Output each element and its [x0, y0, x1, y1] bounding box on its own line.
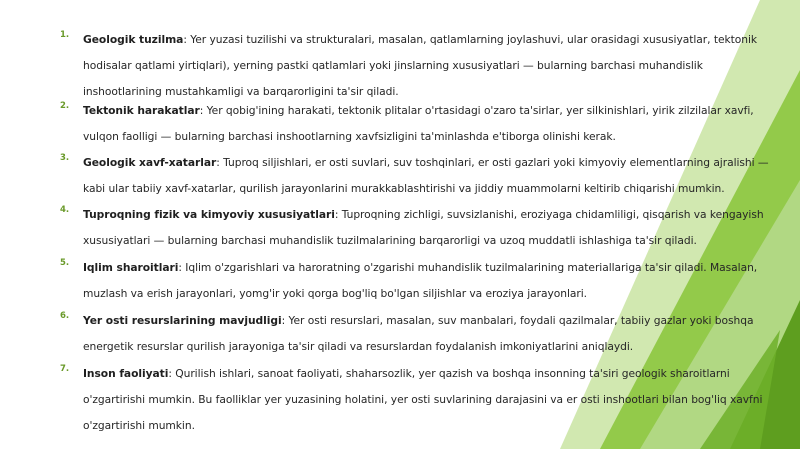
item-text: : Tuproqning zichligi, suvsizlanishi, eroziyaga chidamliligi, qisqarish va kengayish xususiyatlari — bularning barchasi muhandislik tuzilmalarining barqarorligi va uzoq muddatli ishlashiga ta'sir qiladi. — [83, 208, 764, 247]
item-paragraph — [83, 27, 783, 105]
item-number: 3. — [60, 153, 70, 163]
item-number: 2. — [60, 101, 70, 111]
item-title: Iqlim sharoitlari — [83, 261, 179, 274]
item-text: : Yer osti resurslari, masalan, suv manbalari, foydali qazilmalar, tabiiy gazlar yoki boshqa energetik resurslar qurilish jarayoniga ta'sir qiladi va resurslardan foydalanish imkoniyatlarini aniqlaydi. — [83, 314, 754, 353]
item-title: Tuproqning fizik va kimyoviy xususiyatlari — [83, 208, 335, 221]
item-number: 6. — [60, 311, 70, 321]
item-paragraph — [83, 202, 783, 254]
item-number: 7. — [60, 364, 70, 374]
item-text: : Yer qobig'ining harakati, tektonik plitalar o'rtasidagi o'zaro ta'sirlar, yer silkinishlari, yirik zilzilalar xavfi, vulqon faolligi — bularning barchasi inshootlarning xavfsizligini ta'minlashda e'tiborga olinishi kerak. — [83, 104, 754, 143]
item-text: : Iqlim o'zgarishlari va haroratning o'zgarishi muhandislik tuzilmalarining materiallariga ta'sir qiladi. Masalan, muzlash va erish jarayonlari, yomg'ir yoki qorga bog'liq bo'lgan siljishlar va eroziya jarayonlari. — [83, 261, 758, 300]
item-text: : Tuproq siljishlari, er osti suvlari, suv toshqinlari, er osti gazlari yoki kimyoviy elementlarning ajralishi — kabi ular tabiiy xavf-xatarlar, qurilish jarayonlarini murakkablashtirishi va jiddiy muammolarni keltirib chiqarishi mumkin. — [83, 156, 769, 195]
item-number: 4. — [60, 205, 70, 215]
item-number: 5. — [60, 258, 70, 268]
item-text: : Qurilish ishlari, sanoat faoliyati, shaharsozlik, yer qazish va boshqa insonning ta'siri geologik sharoitlarni o'zgartirishi mumkin. Bu faolliklar yer yuzasining holatini, yer osti suvlarining darajasini va er osti inshootlari bilan bog'liq xavfni o'zgartirishi mumkin. — [83, 367, 763, 432]
item-title: Tektonik harakatlar — [83, 104, 200, 117]
item-number: 1. — [60, 30, 70, 40]
item-text: : Yer yuzasi tuzilishi va strukturalari, masalan, qatlamlarning joylashuvi, ular orasidagi xususiyatlar, tektonik hodisalar qatlami yirtiqlari), yerning pastki qatlamlari yoki jinslarning xususiyatlari — bularning barchasi muhandislik inshootlarining mustahkamligi va barqarorligini ta'sir qiladi. — [83, 33, 758, 98]
item-title: Inson faoliyati — [83, 367, 169, 380]
item-paragraph — [83, 361, 783, 439]
item-paragraph — [83, 255, 783, 307]
item-title: Geologik xavf-xatarlar — [83, 156, 217, 169]
item-paragraph — [83, 98, 783, 150]
item-title: Yer osti resurslarining mavjudligi — [83, 314, 282, 327]
item-title: Geologik tuzilma — [83, 33, 184, 46]
item-paragraph — [83, 308, 783, 360]
item-paragraph — [83, 150, 783, 202]
